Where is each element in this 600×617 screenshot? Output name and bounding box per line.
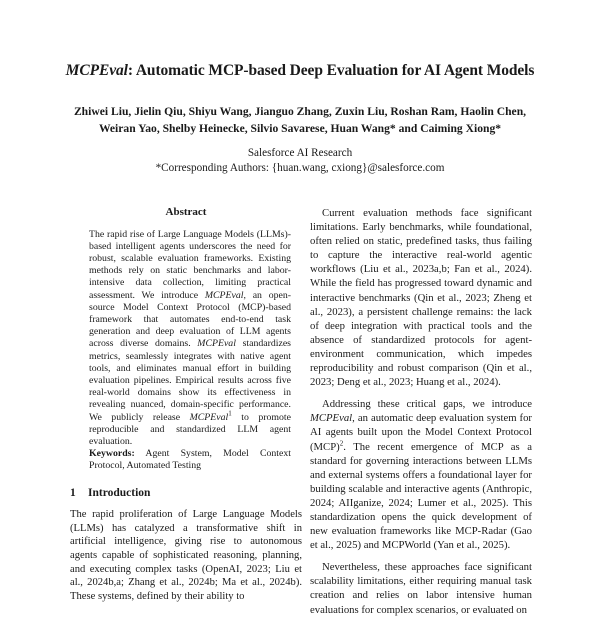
title-rest: : Automatic MCP-based Deep Evaluation for AI Agent Models xyxy=(127,62,535,79)
footnote-mark-2: 2 xyxy=(339,438,344,447)
footnote-mark-1: 1 xyxy=(228,409,232,418)
abstract-system-name-3: MCPEval xyxy=(189,411,229,423)
intro-paragraph-3 xyxy=(310,397,532,552)
section-title: Introduction xyxy=(88,486,151,499)
corresponding-authors: *Corresponding Authors: {huan.wang, cxiong}@salesforce.com xyxy=(155,162,445,174)
institution: Salesforce AI Research xyxy=(247,147,353,159)
title-system-name: MCPEval xyxy=(65,62,128,79)
abstract-text-d: to promote reproducible and standardized LLM agent evaluation. xyxy=(89,411,291,448)
affiliation-block xyxy=(0,146,600,176)
author-line-1: Zhiwei Liu, Jielin Qiu, Shiyu Wang, Jianguo Zhang, Zuxin Liu, Roshan Ram, Haolin Chen, xyxy=(73,105,527,118)
intro-paragraph-2: Current evaluation methods face significant limitations. Early benchmarks, while foundational, often relied on static, predefined tasks, thus failing to capture the interactive real-world agentic workflows (Liu et al., 2023a,b; Fan et al., 2024). While the field has progressed toward dynamic and interactive benchmarks (Qin et al., 2023; Zheng et al., 2023), a persistent challenge remains: the lack of deep integration with practical tools and the absence of standardized protocols for agent-environment communication, which impedes reproducibility and robust comparison (Qin et al., 2023; Deng et al., 2023; Huang et al., 2024). xyxy=(310,207,532,389)
abstract-system-name-2: MCPEval xyxy=(197,338,236,350)
abstract-text xyxy=(89,229,291,449)
abstract-body xyxy=(89,229,291,473)
para3-text-a: Addressing these critical gaps, we introduce xyxy=(322,398,532,411)
para3-system-name: MCPEval xyxy=(310,412,353,425)
abstract-text-c: standardizes metrics, seamlessly integrates with native agent tools, and eliminates manual effort in building evaluation pipelines. Empirical results across five real-world domains show its effectiveness in revealing nuanced, domain-specific performance. We publicly release xyxy=(89,338,291,423)
para3-text-b: , an automatic deep evaluation system for AI agents built upon the Model Context Protocol (MCP) xyxy=(310,412,532,453)
author-line-2: Weiran Yao, Shelby Heinecke, Silvio Savarese, Huan Wang* and Caiming Xiong* xyxy=(98,122,502,135)
section-number: 1 xyxy=(70,486,76,499)
paper-title xyxy=(0,62,600,80)
abstract-heading: Abstract xyxy=(165,206,207,218)
intro-paragraph-1: The rapid proliferation of Large Language Models (LLMs) has catalyzed a transformative shift in artificial intelligence, giving rise to autonomous agents capable of sophisticated reasoning, planning, and executing complex tasks (OpenAI, 2023; Liu et al., 2024b,a; Zhang et al., 2024b; Ma et al., 2024b). These systems, defined by their ability to xyxy=(70,509,302,602)
left-column xyxy=(70,206,302,603)
right-column xyxy=(310,206,532,617)
intro-paragraph-4: Nevertheless, these approaches face significant scalability limitations, either requiring manual task creation and relies on labor intensive human evaluations for complex scenarios, or evaluated on xyxy=(310,561,532,616)
author-list xyxy=(40,103,560,137)
para3-text-c: . The recent emergence of MCP as a standard for governing interactions between LLMs and external systems offers a foundational layer for building scalable and interactive agents (Anthropic, 2024; AIIganize, 2024; Lumer et al., 2025). This standardization opens the quick development of new evaluation frameworks like MCP-Radar (Gao et al., 2025) and MCPWorld (Yan et al., 2025). xyxy=(310,440,532,552)
abstract-text-a: The rapid rise of Large Language Models (LLMs)-based intelligent agents underscores the need for robust, scalable evaluation frameworks. Existing methods rely on static benchmarks and labor-intensive data collection, limiting practical assessment. We introduce xyxy=(89,228,291,301)
keywords xyxy=(89,448,291,472)
keywords-text: Agent System, Model Context Protocol, Automated Testing xyxy=(89,448,291,472)
section-heading-introduction xyxy=(70,487,302,501)
abstract-system-name-1: MCPEval xyxy=(204,289,244,301)
keywords-label: Keywords: xyxy=(89,448,135,460)
abstract-text-b: , an open-source Model Context Protocol (MCP)-based framework that automates end-to-end task generation and deep evaluation of LLM agents across diverse domains. xyxy=(89,289,291,350)
